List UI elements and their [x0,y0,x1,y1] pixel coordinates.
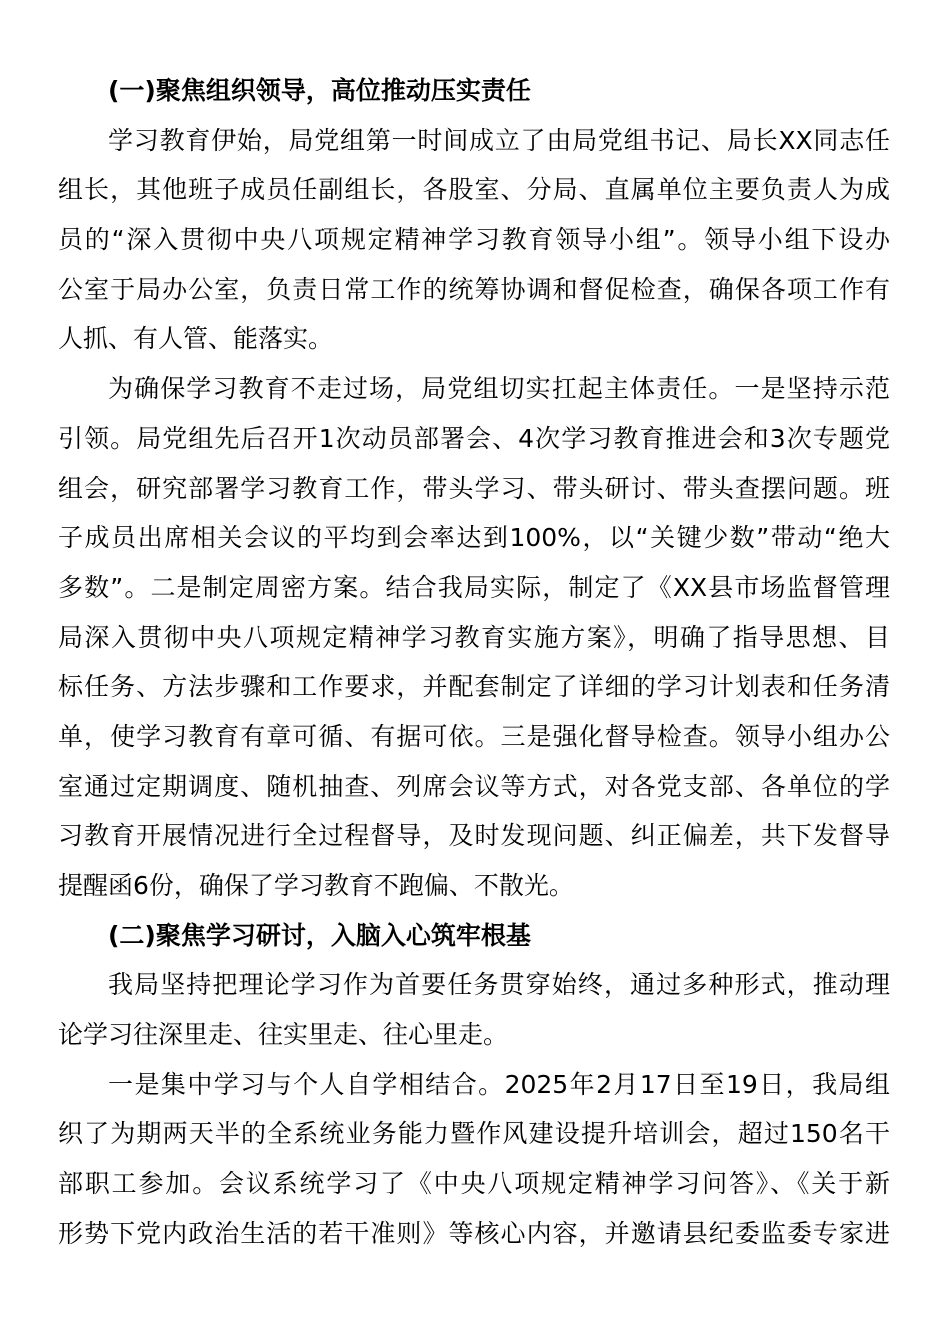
text-line: 多数”。二是制定周密方案。结合我局实际，制定了《XX县市场监督管理 [58,572,890,602]
text-line: 员的“深入贯彻中央八项规定精神学习教育领导小组”。领导小组下设办 [58,225,890,255]
text-line: 单，使学习教育有章可循、有据可依。三是强化督导检查。领导小组办公 [58,721,890,751]
section1-paragraph-2 [58,364,890,911]
text-line: 室通过定期调度、随机抽查、列席会议等方式，对各党支部、各单位的学 [58,771,890,801]
text-line: 人抓、有人管、能落实。 [58,324,334,354]
text-line: 我局坚持把理论学习作为首要任务贯穿始终，通过多种形式，推动理 [108,970,890,1000]
text-line: 引领。局党组先后召开1次动员部署会、4次学习教育推进会和3次专题党 [58,423,890,453]
text-line: 局深入贯彻中央八项规定精神学习教育实施方案》，明确了指导思想、目 [58,622,890,652]
text-line: 标任务、方法步骤和工作要求，并配套制定了详细的学习计划表和任务清 [58,672,890,702]
text-line: 子成员出席相关会议的平均到会率达到100%，以“关键少数”带动“绝大 [58,523,890,553]
text-line: 论学习往深里走、往实里走、往心里走。 [58,1020,509,1050]
text-line: 部职工参加。会议系统学习了《中央八项规定精神学习问答》、《关于新 [58,1169,890,1199]
text-line: 形势下党内政治生活的若干准则》等核心内容，并邀请县纪委监委专家进 [58,1218,890,1248]
text-line: 公室于局办公室，负责日常工作的统筹协调和督促检查，确保各项工作有 [58,274,890,304]
text-line: 织了为期两天半的全系统业务能力暨作风建设提升培训会，超过150名干 [58,1119,890,1149]
text-line: 一是集中学习与个人自学相结合。2025年2月17日至19日，我局组 [108,1069,890,1099]
text-line: 学习教育伊始，局党组第一时间成立了由局党组书记、局长XX同志任 [108,125,890,155]
text-line: 为确保学习教育不走过场，局党组切实扛起主体责任。一是坚持示范 [108,374,890,404]
section-heading-2: (二)聚焦学习研讨，入脑入心筑牢根基 [108,920,531,950]
text-line: 提醒函6份，确保了学习教育不跑偏、不散光。 [58,871,574,901]
text-line: 习教育开展情况进行全过程督导，及时发现问题、纠正偏差，共下发督导 [58,821,890,851]
section2-paragraph-1 [58,960,890,1059]
section2-paragraph-2 [58,1060,890,1259]
text-line: 组长，其他班子成员任副组长，各股室、分局、直属单位主要负责人为成 [58,175,890,205]
section-heading-1: (一)聚焦组织领导，高位推动压实责任 [108,76,531,105]
section1-paragraph-1 [58,116,890,364]
text-line: 组会，研究部署学习教育工作，带头学习、带头研讨、带头查摆问题。班 [58,473,890,503]
document-body [58,66,890,1259]
